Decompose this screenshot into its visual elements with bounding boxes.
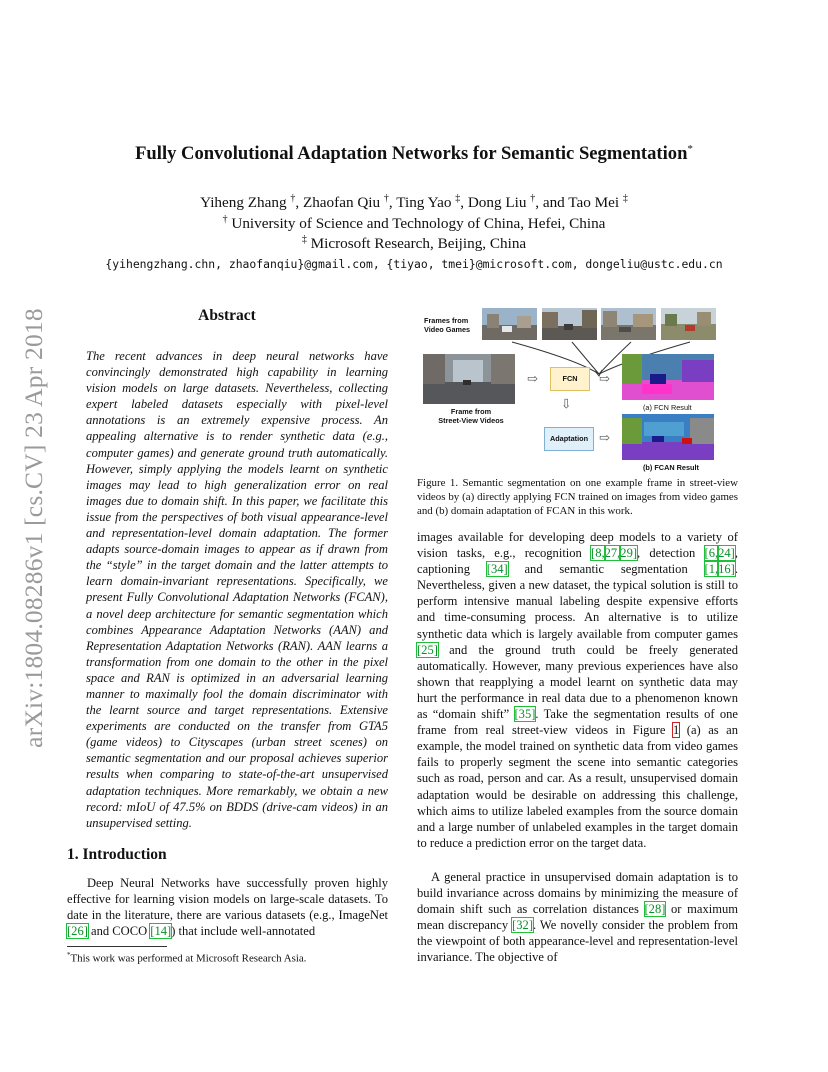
author: Ting Yao	[396, 194, 452, 212]
author-emails: {yihengzhang.chn, zhaofanqiu}@gmail.com, {tiyao, tmei}@microsoft.com, dongeliu@ustc.edu.cn	[105, 257, 723, 271]
author: Dong Liu	[467, 194, 527, 212]
citation-link[interactable]: [6,	[704, 546, 719, 561]
fcn-result-image	[622, 354, 714, 400]
footnote-rule	[67, 946, 167, 947]
body-text: (a) as an example, the model trained on synthetic data from video games fails to properly segment the scene into semantic categories such as road, person and car. As a result, unsupervised domain adaptation would be desirable on addressing this challenge, which aims to utilize labeled examples from the source domain and a large number of unlabeled examples in the target domain to reduce a prediction error on the target data.	[417, 723, 738, 850]
citation-link[interactable]: [34]	[486, 562, 508, 577]
arrow-down-icon: ⇨	[558, 398, 574, 409]
body-text: . We novelly consider the problem from the viewpoint of both appearance-level and representation-level invariance. The objective of	[417, 918, 738, 965]
game-frame-image	[661, 308, 716, 340]
citation-link[interactable]: [28]	[644, 902, 666, 917]
affiliation-1	[60, 214, 768, 233]
paper-title	[60, 143, 768, 165]
right-column-paragraph-2	[417, 869, 738, 966]
body-text: A general practice in unsupervised domain adaptation is to build invariance across domains by minimizing the measure of domain shift such as correlation distances	[417, 870, 738, 917]
game-frame-image	[482, 308, 537, 340]
right-column-paragraph	[417, 529, 738, 851]
frames-from-games-label: Frames from Video Games	[424, 316, 471, 334]
affiliation-mark: ‡	[301, 234, 307, 245]
intro-text: and COCO	[87, 924, 151, 939]
author-mark: †	[530, 193, 536, 204]
fcan-result-label: (b) FCAN Result	[643, 463, 699, 472]
body-text: and semantic segmentation	[507, 562, 705, 577]
street-view-label: Frame from Street-View Videos	[438, 407, 504, 425]
citation-link[interactable]: [1,	[704, 562, 719, 577]
citation-link[interactable]: [25]	[417, 642, 438, 657]
author: Tao Mei	[568, 194, 620, 212]
body-text: , captioning	[417, 546, 738, 577]
intro-paragraph	[67, 875, 388, 939]
arxiv-id: arXiv:1804.08286v1 [cs.CV] 23 Apr 2018	[19, 308, 48, 748]
figure-ref-link[interactable]: 1	[672, 723, 680, 738]
fcn-box: FCN	[550, 367, 590, 391]
author-mark: ‡	[455, 193, 461, 204]
title-text: Fully Convolutional Adaptation Networks for Semantic Segmentation	[135, 143, 688, 165]
footnote	[67, 951, 388, 965]
game-frame-image	[542, 308, 597, 340]
street-view-frame-image	[423, 354, 515, 404]
citation-link[interactable]: 29]	[620, 546, 638, 561]
title-footnote-mark: *	[687, 143, 693, 155]
arxiv-sidebar-stamp	[0, 0, 56, 1072]
citation-link[interactable]: [35]	[514, 707, 536, 722]
body-text: , detection	[637, 546, 705, 561]
fcn-result-label: (a) FCN Result	[643, 403, 692, 412]
author: Zhaofan Qiu	[302, 194, 381, 212]
body-text: images available for developing deep models to a variety of vision tasks, e.g., recognition	[417, 530, 738, 561]
body-text: . Nevertheless, given a new dataset, the typical solution is still to perform intensive manual labeling despite expensive efforts and time-consuming process. An alternative is to utilize synthetic data which is largely available from computer games	[417, 562, 738, 641]
author-mark: †	[290, 193, 296, 204]
citation-link[interactable]: 27,	[604, 546, 621, 561]
abstract-heading: Abstract	[198, 307, 256, 324]
citation-link[interactable]: [26]	[67, 924, 88, 939]
body-text: and the ground truth could be freely generated automatically. However, many previous experiences have also shown that reapplying a model learnt on synthetic data may hurt the performance in real data due to a phenomenon known as “domain shift”	[417, 642, 738, 722]
author-list: Yiheng Zhang †, Zhaofan Qiu †, Ting Yao ‡, Dong Liu †, and Tao Mei ‡	[200, 193, 628, 212]
intro-text: ) that include well-annotated	[171, 924, 316, 939]
author-mark: †	[383, 193, 389, 204]
abstract-body: The recent advances in deep neural networks have convincingly demonstrated high capability in learning vision models on large datasets. Nevertheless, collecting expert labeled datasets especially with pixel-level annotations is an extremely expensive process. An appealing alternative is to render synthetic data (e.g., computer games) and generate ground truth automatically. However, simply applying the models learnt on synthetic images may lead to high generalization error on real images due to domain shift. In this paper, we facilitate this issue from the perspectives of both visual appearance-level and representation-level domain adaptation. The former adapts source-domain images to appear as if drawn from the “style” in the target domain and the latter attempts to learn domain-invariant representations. Specifically, we present Fully Convolutional Adaptation Networks (FCAN), a novel deep architecture for semantic segmentation which combines Appearance Adaptation Networks (AAN) and Representation Adaptation Networks (RAN). AAN learns a transformation from one domain to the other in the pixel space and RAN is optimized in an adversarial learning manner to maximally fool the domain discriminator with the learnt source and target representations. Extensive experiments are conducted on the transfer from GTA5 (game videos) to Cityscapes (urban street scenes) on semantic segmentation and our proposal achieves superior results when comparing to state-of-the-art unsupervised adaptation techniques. More remarkably, we obtain a new record: mIoU of 47.5% on BDDS (drive-cam videos) in an unsupervised setting.	[86, 349, 388, 830]
affiliation-mark: †	[222, 214, 228, 225]
footnote-mark: *	[67, 951, 71, 959]
figure-1-caption: Figure 1. Semantic segmentation on one example frame in street-view videos by (a) directly applying FCN trained on images from video games and (b) domain adaptation of FCAN in this work.	[417, 477, 738, 518]
arrow-right-icon: ⇨	[599, 430, 610, 445]
affiliation-text: Microsoft Research, Beijing, China	[310, 235, 527, 253]
body-text: or maximum mean discrepancy	[417, 902, 738, 933]
arrow-right-icon: ⇨	[599, 371, 610, 386]
figure-1	[417, 304, 738, 472]
footnote-text: This work was performed at Microsoft Research Asia.	[70, 952, 307, 965]
author-mark: ‡	[622, 193, 628, 204]
affiliation-text: University of Science and Technology of China, Hefei, China	[231, 215, 606, 233]
adaptation-box: Adaptation	[544, 427, 594, 451]
author: Yiheng Zhang	[200, 194, 287, 212]
citation-link[interactable]: 24]	[718, 546, 735, 561]
body-text: . Take the segmentation results of one frame from real street-view videos in Figure	[417, 707, 738, 738]
citation-link[interactable]: 16]	[718, 562, 735, 577]
section-heading-introduction: 1. Introduction	[67, 846, 167, 863]
citation-link[interactable]: [14]	[150, 924, 172, 939]
citation-link[interactable]: [8,	[591, 546, 605, 561]
citation-link[interactable]: [32]	[512, 918, 533, 933]
affiliation-2	[60, 234, 768, 253]
intro-text: Deep Neural Networks have successfully proven highly effective for learning vision models on large-scale datasets. To date in the literature, there are various datasets (e.g., ImageNet	[67, 876, 388, 923]
arrow-right-icon: ⇨	[527, 371, 538, 386]
game-frame-image	[601, 308, 656, 340]
fcan-result-image	[622, 414, 714, 460]
